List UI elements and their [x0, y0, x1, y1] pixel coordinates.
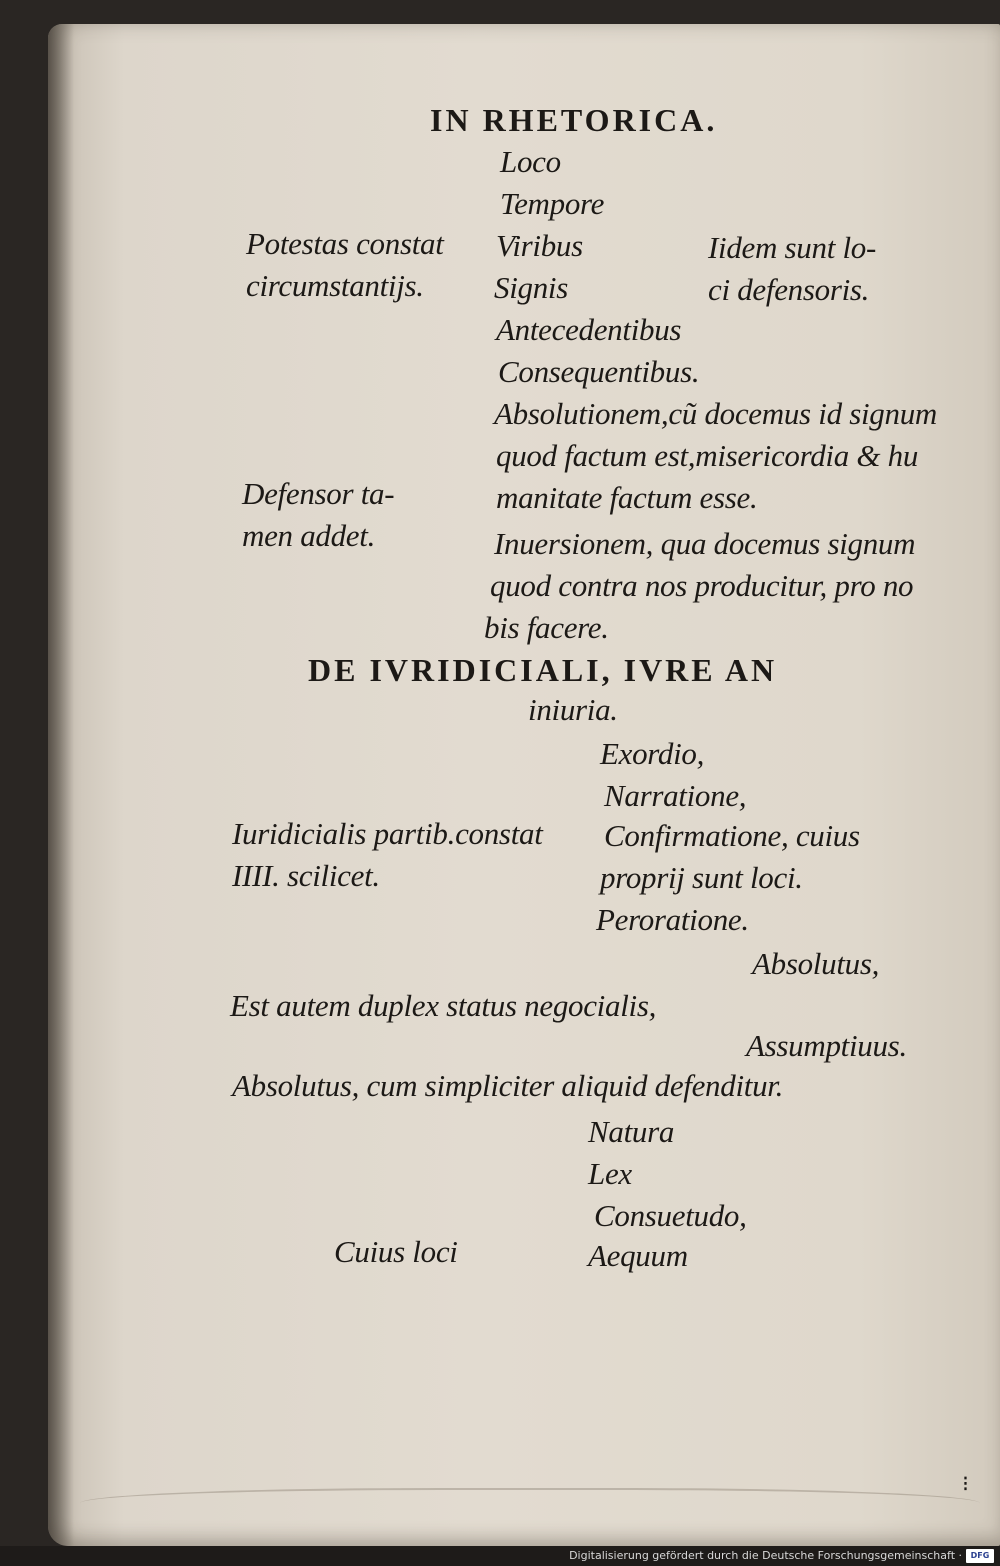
text-line: Inuersionem, qua docemus signum	[494, 526, 916, 561]
section-heading-cont: iniuria.	[528, 692, 618, 727]
list-item: Narratione,	[604, 778, 747, 813]
list-item: Consuetudo,	[594, 1198, 747, 1233]
list-item: Signis	[494, 270, 568, 305]
list-item: Assumptiuus.	[746, 1028, 907, 1063]
text-line: quod factum est,misericordia & hu	[496, 438, 919, 473]
list-item: Confirmatione, cuius	[604, 818, 860, 853]
list-item: Natura	[588, 1114, 675, 1149]
text-line: Absolutus, cum simpliciter aliquid defenditur.	[232, 1068, 784, 1103]
list-item: Absolutus,	[752, 946, 880, 981]
list-item: Antecedentibus	[496, 312, 682, 347]
running-head: IN RHETORICA.	[430, 102, 718, 138]
list-item: Viribus	[496, 228, 583, 263]
margin-label: circumstantijs.	[246, 268, 424, 303]
text-line: quod contra nos producitur, pro no	[490, 568, 914, 603]
list-item: Consequentibus.	[498, 354, 700, 389]
list-item: Lex	[588, 1156, 632, 1191]
list-item: Exordio,	[600, 736, 705, 771]
text-line: Absolutionem,cũ docemus id signum	[494, 396, 937, 431]
margin-label: Defensor ta-	[242, 476, 395, 511]
margin-label: Iuridicialis partib.constat	[232, 816, 543, 851]
page-spine-shadow	[48, 24, 74, 1546]
text-line: Est autem duplex status negocialis,	[230, 988, 657, 1023]
margin-label: Potestas constat	[246, 226, 444, 261]
page-bottom-edge	[80, 1488, 980, 1526]
side-note: Iidem sunt lo-	[708, 230, 876, 265]
text-line: manitate factum esse.	[496, 480, 758, 515]
list-item: Loco	[500, 144, 561, 179]
list-item: Peroratione.	[596, 902, 749, 937]
text-line: bis facere.	[484, 610, 609, 645]
list-item: proprij sunt loci.	[600, 860, 803, 895]
section-heading: DE IVRIDICIALI, IVRE AN	[308, 652, 778, 688]
side-note: ci defensoris.	[708, 272, 870, 307]
list-item: Aequum	[588, 1238, 688, 1273]
corner-mark-icon: ⁝	[962, 1472, 969, 1497]
margin-label: men addet.	[242, 518, 376, 553]
footer-credit: Digitalisierung gefördert durch die Deutsche Forschungsgemeinschaft ·	[569, 1549, 962, 1562]
list-item: Tempore	[500, 186, 605, 221]
margin-label: IIII. scilicet.	[232, 858, 380, 893]
dfg-logo: DFG	[966, 1549, 994, 1563]
margin-label: Cuius loci	[334, 1234, 458, 1269]
